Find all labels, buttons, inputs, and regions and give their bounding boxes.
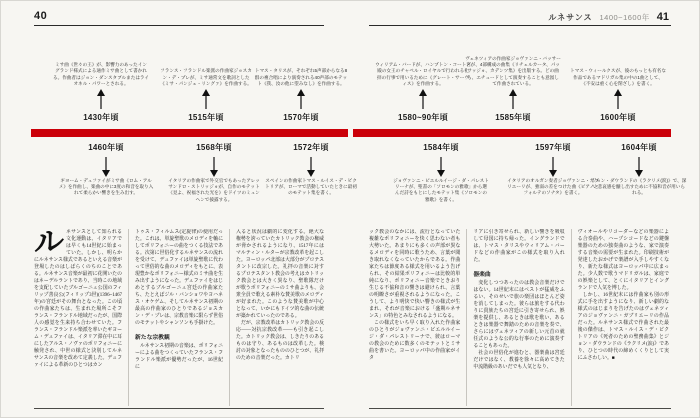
timeline-bar-right xyxy=(353,129,671,137)
right-footer-rule xyxy=(369,408,671,409)
up-arrow-icon xyxy=(295,89,307,109)
drop-cap: ル xyxy=(34,229,64,259)
timeline-event-below xyxy=(393,140,489,203)
timeline-bar-left xyxy=(31,129,348,137)
timeline-event-above xyxy=(375,62,471,125)
article-paragraph: ヴィオールやリコーダーなどの楽器による合奏曲や、ハープシコードなどの鍵盤楽器のための独奏曲のような、家で演奏する音楽の需要が生まれた。印刷技術が発達したおかげで楽譜が入手しやすくなり、新たな様式はヨーロッパ中に広まった。少人数で歌うマドリガルは、家庭での娯楽として、とくにイタリアとイングランドで人気を博した。 xyxy=(577,230,669,291)
up-arrow-icon xyxy=(417,89,429,109)
up-arrow-icon xyxy=(507,89,519,109)
up-arrow-icon xyxy=(200,89,212,109)
timeline-date-label: 1570年頃 xyxy=(283,113,319,122)
article-paragraph: 変化しつつあったのは教会音楽だけではない。14世紀末にはペストが猛威をふるい、そのせいで旅の楽団はほとんど姿を消してしまった。彼らは旅をする代わりに貴族たちの宮廷に引き寄せられ、娯楽を提供し、あるときは歌を歌い、あるときは楽器で舞踏のための音楽を奏で、さらにはヴェネツィアの新しい元首の就任式のような公的な行事のために演奏することもあった。 xyxy=(473,281,565,349)
timeline-date-label: 1597年頃 xyxy=(535,143,571,152)
timeline-date-label: 1572年頃 xyxy=(293,143,329,152)
down-arrow-icon xyxy=(633,157,645,177)
timeline-event-below xyxy=(505,140,601,197)
up-arrow-icon xyxy=(612,89,624,109)
timeline-event-text: ヴェネツィアの作曲家ジョヴァンニ・バッサーノが、4部構成の曲集《リチェルカータ、パッサッジョ、カデンツ集》を出版する。どの曲も、エチュードとして演奏することも意図して作曲されている。 xyxy=(465,55,561,86)
timeline-event-text: ギヨーム・デュファイがミサ曲《ロム・アルメ》を作曲し、楽曲の中に3度の和音を取り入れて柔らかい響きを生み出す。 xyxy=(58,178,154,196)
timeline-event-text: ジョヴァンニ・ピエルルイージ・ダ・パレストリーナが、聖書の「ソロモンの雅歌」から選んだ詩をもとにしたモテット集《ソロモンの雅歌》を書く。 xyxy=(393,178,489,202)
section-title: ルネサンス xyxy=(548,13,593,22)
left-page-number: 40 xyxy=(34,10,48,22)
article-column xyxy=(129,229,230,406)
timeline-event-text: トマス・ウィールクスが、彼のもっとも有名な作品であるマドリガル集の中の1曲として、《不安は重く心を閉ざし》を書く。 xyxy=(570,68,666,86)
timeline-event-text: ジョン・ダウランドの《ラクリメ(涙)》で、深い悲哀感を醸し出すために不協和音が用いられる。 xyxy=(591,178,687,196)
article-column xyxy=(467,229,571,406)
article-paragraph: この様式をいち早く取り入れた作曲家のひとりがジョヴァンニ・ピエルルイージ・ダ・パレストリーナで、彼はローマの教会のために数多くのモテットとミサ曲を書いた。ヨーロッパ中の作曲家がイタ xyxy=(369,321,461,361)
timeline-event-above xyxy=(158,68,254,125)
article-paragraph: 入ると状況は劇的に変化する。絶大な権勢を誇っていたカトリック教会の権威が脅かされるようになり、1517年にはマルティン・ルターが宗教改革を起こした。ヨーロッパ北部は大部分がプロテスタントに改宗した。礼拝の音楽に対するプロテスタント教会の考えはカトリック教会とは大きく異なり、聖歌隊だけが歌うポリフォニーのミサ曲よりも、会衆全員で歌える素朴な賛美歌のメロディが好まれた。このような賛美歌が中心となって、いかにもドイツ的な曲の伝統が築かれていったのである。 xyxy=(236,230,324,319)
timeline-event-below xyxy=(591,140,687,197)
article-paragraph: 社会の世俗化が進むと、器楽曲は宮廷だけではなく、教養を徐々に高めてきた中流階級のあいだでも人気となり、 xyxy=(473,351,565,370)
timeline-event-below xyxy=(58,140,154,197)
article-left-page xyxy=(34,229,324,406)
timeline-date-label: 1515年頃 xyxy=(188,113,224,122)
timeline-date-label: 1430年頃 xyxy=(83,113,119,122)
timeline-date-label: 1460年頃 xyxy=(88,143,124,152)
right-page-number: 41 xyxy=(656,11,669,23)
timeline-event-above xyxy=(53,62,149,125)
article-paragraph: リアに引き寄せられ、新しい響きを吸収して母国に持ち帰った。イングランドでは、トマス・タリスやウィリアム・バードなどの作曲家がこの様式を取り入れた。 xyxy=(473,230,565,263)
article-paragraph: トゥス・フィルムス(定旋律)の使用だった。これは、単旋聖歌のメロディを軸にしてポリフォニーの曲をつくる技法である。次第に世俗化するルネサンスの流れを受けて、デュファイは単旋聖歌に代わって世俗的な曲のメロディをもとに、表現豊かなポリフォニー様式のミサ曲を生み出すようになった。デュファイをはじめとするブルゴーニュ宮廷の作曲家たち、たとえばジル・バンショワやヨハネス・オケゲム、そしてルネサンス初期の最高の作曲家のひとりであるジョスカン・デ・プレは、宗教音楽に限らず世俗のモテットやシャンソンも手掛けた。 xyxy=(135,230,223,326)
down-arrow-icon xyxy=(435,157,447,177)
down-arrow-icon xyxy=(208,157,220,177)
timeline-date-label: 1600年頃 xyxy=(600,113,636,122)
article-paragraph: ック教会のなかには、流行となっていた複雑なポリフォニーを快く思わない者も大勢いた。あまりにも多くの声部が異なるメロディを同時に歌うため、言葉が聞き取れなくなっていたからである。作曲家たちは節度ある様式を用いるよう告げられ、その結果ポリフォニーは比較的単純になり、ポリフォニー音楽でときおり生じる不協和音の響きは避けられ、言葉の明瞭さが重視されるようになった。こうして、より明快で快い響きの様式が生まれ、それが音楽における「盛期ルネサンス」の特色とみなされるようになる。 xyxy=(369,230,461,319)
timeline-date-label: 1584年頃 xyxy=(423,143,459,152)
timeline-date-label: 1568年頃 xyxy=(196,143,232,152)
up-arrow-icon xyxy=(95,89,107,109)
timeline-event-above xyxy=(570,68,666,125)
timeline-event-above xyxy=(465,56,561,125)
left-footer-rule xyxy=(34,408,324,409)
timeline-event-text: スペインの作曲家トマス・ルイス・デ・ビクトリアが、ローマで活動していたときに最初のモテット集を書く。 xyxy=(265,178,357,196)
article-right-page xyxy=(369,229,669,406)
right-page-header xyxy=(548,11,669,23)
timeline-date-label: 1580~90年頃 xyxy=(397,113,449,122)
left-header-rule xyxy=(34,25,324,26)
article-paragraph: ルネサンスとして知られる文化運動は、イタリアでは早くも14世紀に始まっていた。しかし、明らかにルネサンス様式であるといえる音楽が登場したのはしばらくのちのことである。ルネサンス音楽が最初に花開いたのはネーデルラントであり、当時この地域を支配していたブルゴーニュ公国のフィリップ善良公(フィリップ3世)(1396~1467年)の宮廷がその舞台となった。この頃の作曲家たちは、生まれた場所こそフランス・フランドル地域だったが、国際人の感覚を生来持ち合わせていた。フランス・フランドル楽派を率いたギヨーム・デュファイは、イタリア滞在中に耳にしたアルス・ノヴァのポリフォニーに触発され、中世の様式と決別してルネサンスの音楽を改めて定義した。デュファイによる革新のひとつはカン xyxy=(34,229,122,368)
article-column xyxy=(572,229,669,406)
article-paragraph: ルネサンス初期の音楽は、ポリフォニーによる曲をつくっていたフランス・フランドル楽派が優勢だったが、16世紀に xyxy=(135,344,223,370)
article-column xyxy=(34,229,129,406)
article-heading: 新たな宗教観 xyxy=(135,335,170,341)
timeline-event-text: フランス・フランドル楽派の作曲家ジョスカン・デ・プレが、ミサ通常文を歌詞とした《ミサ・パンジェ・リングァ》を作曲する。 xyxy=(160,68,252,86)
down-arrow-icon xyxy=(547,157,559,177)
article-paragraph: だが、宗教改革はカトリック教会の反応——対抗宗教改革——も引き起こした。カトリック教会は、しきたりのあるものは守り、あるものは改革した。検討の対象となったもののひとつが、礼拝のための音楽だった。カトリ xyxy=(236,321,324,361)
article-paragraph: しかし、16世紀末には作曲家も別の形式に手を出すようになり、新しい劇的な様式のはじまりを告げたのはヴェネツィアのジョヴァンニ・ガブリエーリの作品だった。ルネサンス様式で作曲された最後の傑作は、トマス・ルイス・デ・ビクトリアの《死者のための聖務曲集》とジョン・ダウランドの《ラクリメ(涙)》であり、ひとつの時代の締めくくりとして実にふさわしい。■ xyxy=(577,293,669,361)
timeline-event-below xyxy=(263,140,359,197)
down-arrow-icon xyxy=(100,157,112,177)
timeline-event-text: イタリアの作曲家で外交官でもあったアレッサンドロ・ストリッジョが、自作のモテット《見よ、祝福された光を》をドイツのミュンヘンで披露する。 xyxy=(168,178,260,202)
timeline-date-label: 1585年頃 xyxy=(495,113,531,122)
article-heading: 器楽曲 xyxy=(473,272,491,278)
down-arrow-icon xyxy=(305,157,317,177)
timeline-event-text: ミサ曲《世々の王》が、影響力のあったイングランド様式による通作ミサ曲として書かれる。作曲者はジョン・ダンスタブルまたはライオネル・パワーとされる。 xyxy=(53,62,149,86)
section-years: 1400~1600年 xyxy=(599,13,650,22)
article-column xyxy=(369,229,467,406)
article-column xyxy=(230,229,324,406)
timeline-event-text: イタリアのオルガン奏者ジョヴァンニ・ガブリエーリが、強弱の差をつけた曲《ピアノとフォルテのソナタ》を書く。 xyxy=(507,178,599,196)
timeline-event-above xyxy=(253,68,349,125)
timeline-date-label: 1604年頃 xyxy=(621,143,657,152)
timeline-event-text: トマス・タリスが、それぞれ5声部からなる8群の複合唱により演奏される40声部のモテット《我、汝の他に望みなし》を作曲する。 xyxy=(254,68,348,86)
timeline-event-below xyxy=(166,140,262,203)
right-header-rule xyxy=(369,25,671,26)
timeline-event-text: ウィリアム・バードが、ハンプトン・コート宮殿の女王のチャペル・ロイヤルで行われる礼拝の行事で用いるために《グレート・サーヴィス》を作曲する。 xyxy=(375,62,471,86)
